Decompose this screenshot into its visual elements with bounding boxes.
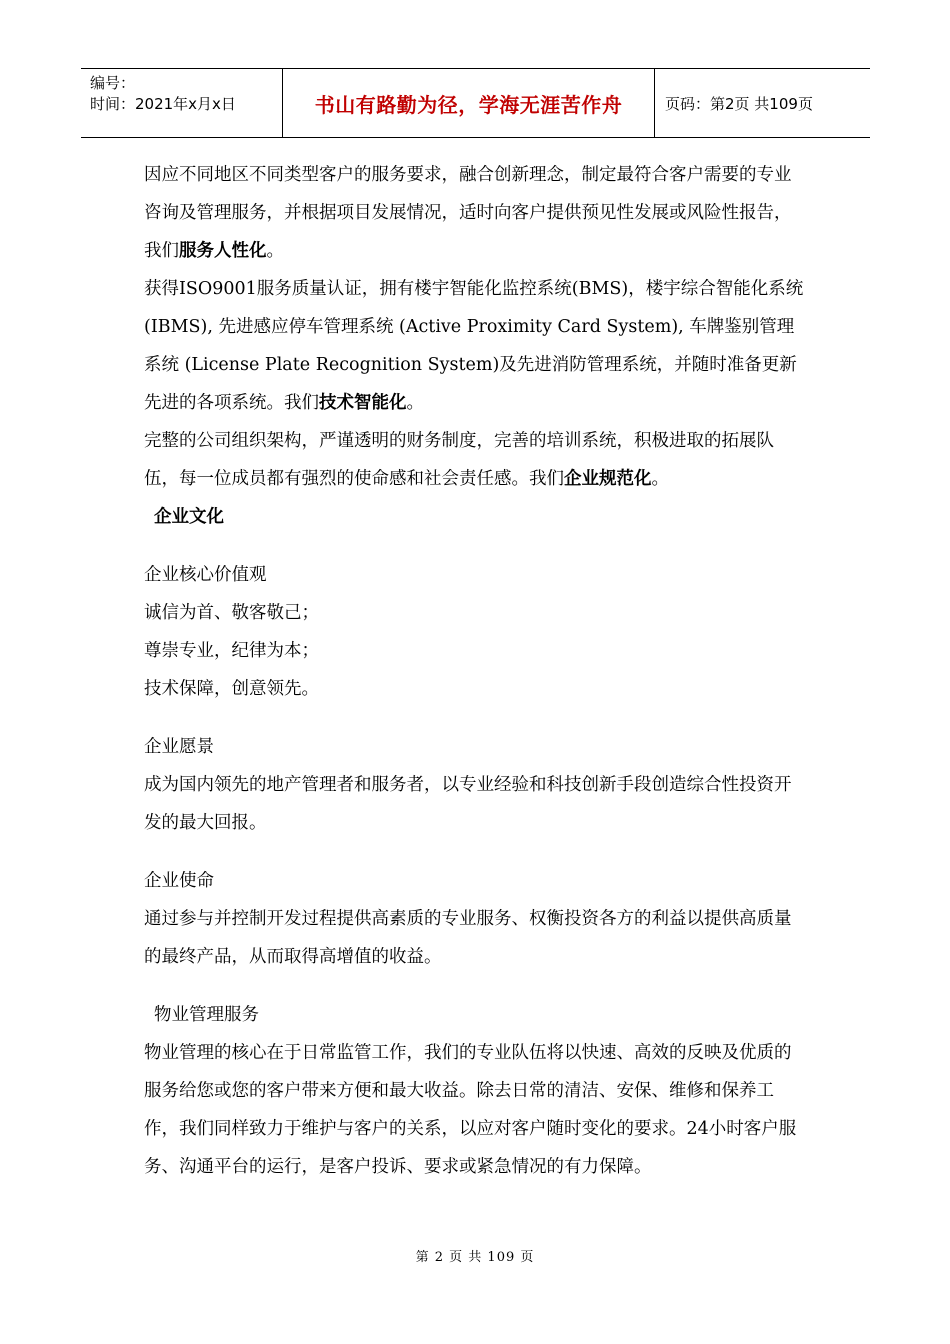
- bold-phrase: 技术智能化: [319, 393, 407, 413]
- culture-heading: 企业文化: [154, 507, 224, 527]
- punctuation: 。: [406, 393, 424, 413]
- service-title: 物业管理服务: [154, 1005, 259, 1025]
- punctuation: 。: [651, 469, 669, 489]
- paragraph-technology: [144, 270, 804, 422]
- mission-title: 企业使命: [144, 871, 214, 891]
- header-page-info: 页码：第2页 共109页: [665, 94, 813, 113]
- core-value-item: 尊崇专业，纪律为本；: [144, 641, 319, 661]
- number-label: 编号：: [90, 74, 136, 92]
- core-values-title: 企业核心价值观: [144, 565, 267, 585]
- core-value-item: 诚信为首、敬客敬己；: [144, 603, 319, 623]
- page-footer: 第 2 页 共 109 页: [415, 1250, 535, 1265]
- vision-text: 成为国内领先的地产管理者和服务者，以专业经验和科技创新手段创造综合性投资开发的最大回报。: [144, 775, 792, 833]
- punctuation: 。: [266, 241, 284, 261]
- core-value-item: 技术保障，创意领先。: [144, 679, 319, 699]
- vision-title: 企业愿景: [144, 737, 214, 757]
- bold-phrase: 企业规范化: [564, 469, 652, 489]
- paragraph-organization: [144, 422, 804, 498]
- header-motto: 书山有路勤为径，学海无涯苦作舟: [282, 69, 655, 137]
- header-meta: [81, 69, 282, 137]
- paragraph-service: [144, 156, 804, 270]
- document-body: [144, 156, 804, 1186]
- mission-text: 通过参与并控制开发过程提供高素质的专业服务、权衡投资各方的利益以提供高质量的最终产品，从而取得高增值的收益。: [144, 909, 792, 967]
- service-text: 物业管理的核心在于日常监管工作，我们的专业队伍将以快速、高效的反映及优质的服务给您或您的客户带来方便和最大收益。除去日常的清洁、安保、维修和保养工作，我们同样致力于维护与客户的关系，以应对客户随时变化的要求。24小时客户服务、沟通平台的运行，是客户投诉、要求或紧急情况的有力保障。: [144, 1043, 797, 1177]
- page-header: [81, 68, 870, 138]
- bold-phrase: 服务人性化: [179, 241, 267, 261]
- paragraph-text: 完整的公司组织架构，严谨透明的财务制度，完善的培训系统，积极进取的拓展队伍，每一位成员都有强烈的使命感和社会责任感。我们: [144, 431, 774, 489]
- time-label: 时间：2021年x月x日: [90, 95, 236, 113]
- paragraph-text: 获得ISO9001服务质量认证，拥有楼宇智能化监控系统(BMS)，楼宇综合智能化系统 (IBMS), 先进感应停车管理系统 (Active Proximity Card System), 车牌鉴别管理系统 (License Plate Recognition System)及先进消防管理系统，并随时准备更新先进的各项系统。我们: [144, 279, 804, 413]
- paragraph-text: 因应不同地区不同类型客户的服务要求，融合创新理念，制定最符合客户需要的专业咨询及管理服务，并根据项目发展情况，适时向客户提供预见性发展或风险性报告，我们: [144, 165, 792, 261]
